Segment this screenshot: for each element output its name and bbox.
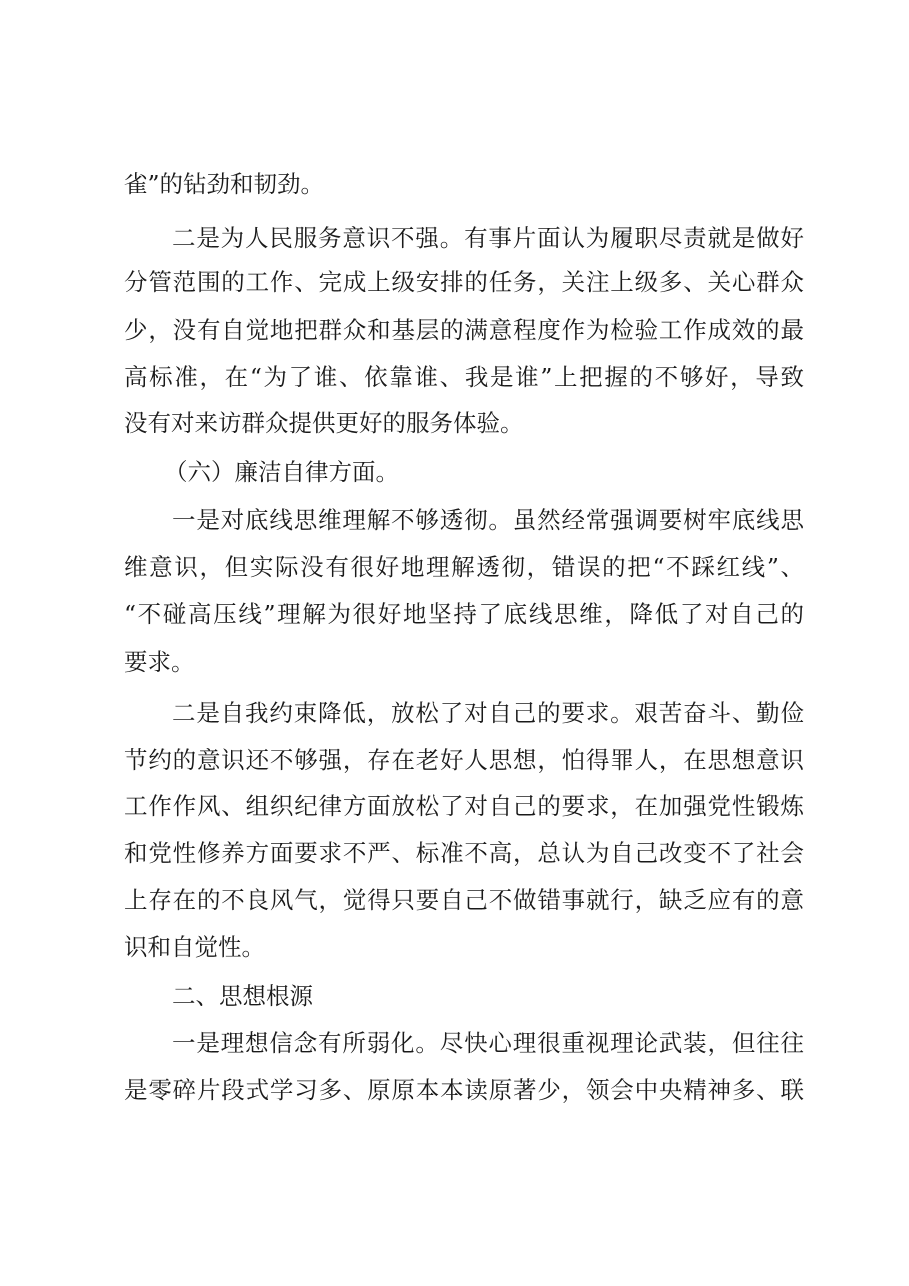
paragraph-line: “不碰高压线”理解为很好地坚持了底线思维，降低了对自己的 [124, 600, 804, 628]
paragraph-line: 是零碎片段式学习多、原原本本读原著少，领会中央精神多、联 [124, 1076, 804, 1104]
paragraph-line: 一是理想信念有所弱化。尽快心理很重视理论武装，但往往 [172, 1029, 804, 1057]
section-heading: （六）廉洁自律方面。 [164, 458, 399, 486]
paragraph-line: 一是对底线思维理解不够透彻。虽然经常强调要树牢底线思 [172, 506, 804, 534]
section-heading: 二、思想根源 [172, 982, 313, 1010]
paragraph-line: 二是自我约束降低，放松了对自己的要求。艰苦奋斗、勤俭 [172, 699, 804, 727]
paragraph-line: 识和自觉性。 [124, 933, 265, 961]
paragraph-line: 要求。 [124, 648, 195, 676]
paragraph-line: 没有对来访群众提供更好的服务体验。 [124, 409, 524, 437]
paragraph-line: 分管范围的工作、完成上级安排的任务，关注上级多、关心群众 [124, 268, 804, 296]
paragraph-line: 上存在的不良风气，觉得只要自己不做错事就行，缺乏应有的意 [124, 886, 804, 914]
paragraph-line: 工作作风、组织纪律方面放松了对自己的要求，在加强党性锻炼 [124, 792, 804, 820]
paragraph-line: 二是为人民服务意识不强。有事片面认为履职尽责就是做好 [172, 224, 804, 252]
paragraph-line: 高标准，在“为了谁、依靠谁、我是谁”上把握的不够好，导致 [124, 363, 804, 391]
paragraph-line: 少，没有自觉地把群众和基层的满意程度作为检验工作成效的最 [124, 316, 804, 344]
paragraph-line: 节约的意识还不够强，存在老好人思想，怕得罪人，在思想意识 [124, 746, 804, 774]
paragraph-line: 雀”的钻劲和韧劲。 [124, 170, 325, 198]
paragraph-line: 维意识，但实际没有很好地理解透彻，错误的把“不踩红线”、 [124, 553, 804, 581]
paragraph-line: 和党性修养方面要求不严、标准不高，总认为自己改变不了社会 [124, 839, 804, 867]
